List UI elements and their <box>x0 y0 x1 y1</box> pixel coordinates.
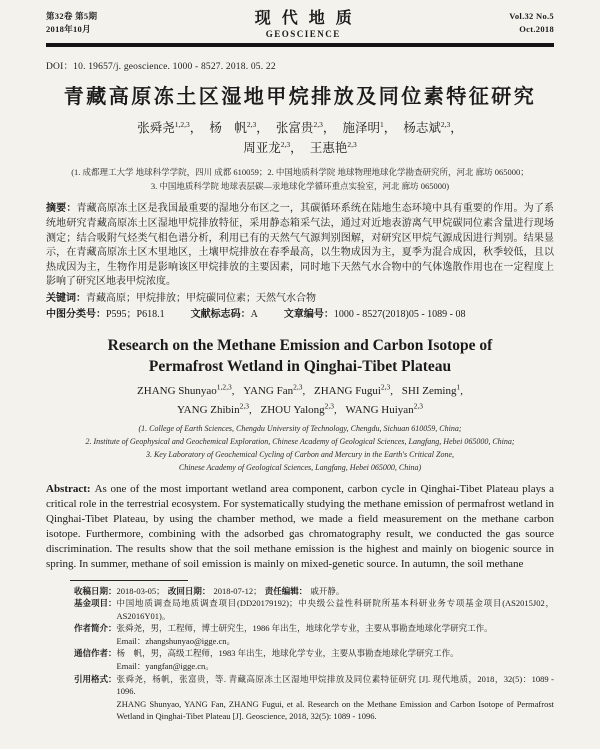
corresponding-label: 通信作者： <box>74 648 117 659</box>
footnote-author-bio <box>74 622 554 647</box>
author-name: YANG Zhibin <box>176 403 240 416</box>
author-bio-block <box>117 622 554 647</box>
article-title-cn: 青藏高原冻土区湿地甲烷排放及同位素特征研究 <box>63 86 537 109</box>
date-cn: 2018年10月 <box>46 23 91 34</box>
editor-value: 戚开静。 <box>310 585 345 596</box>
author-cn <box>137 121 202 135</box>
author-separator: , <box>248 403 252 416</box>
keywords-text: 青藏高原；甲烷排放；甲烷碳同位素；天然气水合物 <box>86 292 316 304</box>
author-superscript: 1,2,3 <box>216 382 232 392</box>
author-bio-label: 作者简介： <box>74 623 117 634</box>
author-separator: , <box>334 403 337 416</box>
footnotes <box>74 585 554 724</box>
author-name: WANG Huiyan <box>345 403 414 416</box>
article-title-en-line2: Permafrost Wetland in Qinghai-Tibet Plateau <box>148 357 452 375</box>
author-en <box>313 382 394 397</box>
author-separator: ， <box>290 141 303 156</box>
abstract-en-label: Abstract: <box>46 482 91 495</box>
article-id-label: 文章编号： <box>283 308 334 320</box>
authors-cn-line2 <box>46 138 554 158</box>
author-name: YANG Fan <box>243 384 294 397</box>
author-separator: ， <box>189 121 203 136</box>
document-code <box>191 307 258 322</box>
author-bio-value: 张舜尧，男，工程师，博士研究生，1986 年出生，地球化学专业，主要从事勘查地球化学研究工作。 <box>116 623 493 634</box>
authors-cn-line1 <box>46 118 554 138</box>
abstract-en <box>46 482 554 573</box>
journal-header <box>46 10 554 39</box>
funding-label: 基金项目： <box>74 598 117 609</box>
revised-label: 改回日期： <box>167 585 211 596</box>
issue-info-cn <box>46 10 97 36</box>
article-id <box>284 307 466 322</box>
footnote-funding <box>74 597 554 622</box>
citation-block <box>117 673 554 723</box>
author-cn <box>310 141 357 155</box>
article-title-en-line1: Research on the Methane Emission and Carbon Isotope of <box>107 336 493 354</box>
author-separator: , <box>390 384 394 397</box>
author-superscript: 2,3 <box>293 382 303 392</box>
issue-info-en <box>509 10 554 36</box>
author-separator: , <box>460 384 463 397</box>
author-superscript: 2,3 <box>239 401 249 411</box>
author-name: 张富贵 <box>275 121 314 136</box>
author-cn <box>403 121 462 135</box>
abstract-cn <box>46 202 554 290</box>
doc-code-value: A <box>250 308 258 320</box>
author-name: ZHOU Yalong <box>260 403 325 416</box>
author-name: ZHANG Fugui <box>313 384 381 397</box>
author-superscript: 2,3 <box>324 401 335 411</box>
clc-label: 中图分类号： <box>46 308 106 320</box>
authors-cn <box>46 118 554 158</box>
authors-en <box>46 382 554 420</box>
affiliations-cn <box>46 165 554 193</box>
author-cn <box>342 121 396 135</box>
citation-cn: 张舜尧，杨帆，张富贵，等. 青藏高原冻土区湿地甲烷排放及同位素特征研究 [J]. 现代地质，2018，32(5)：1089 - 1096. <box>116 673 554 697</box>
author-cn <box>243 141 302 155</box>
author-separator: , <box>231 384 235 397</box>
author-superscript: 2,3 <box>413 401 424 411</box>
author-name: 王惠艳 <box>309 141 348 156</box>
author-name: 周亚龙 <box>243 141 281 156</box>
received-label: 收稿日期： <box>74 585 117 596</box>
affiliation-cn-line: (1. 成都理工大学 地球科学学院，四川 成都 610059；2. 中国地质科学院 地球物理地球化学勘查研究所，河北 廊坊 065000； <box>71 167 529 178</box>
author-cn <box>276 121 335 135</box>
author-en <box>176 401 252 416</box>
revised-value: 2018-07-12； <box>213 585 262 596</box>
author-name: ZHANG Shunyao <box>137 384 217 397</box>
author-en <box>260 401 337 416</box>
author-superscript: 1 <box>379 120 384 130</box>
date-en: Oct.2018 <box>519 23 554 34</box>
author-superscript: 1,2,3 <box>174 120 190 130</box>
keywords-line <box>46 291 554 306</box>
authors-en-line1 <box>46 382 554 401</box>
affiliations-en <box>46 422 554 474</box>
author-superscript: 2,3 <box>246 120 257 130</box>
author-en <box>401 382 463 397</box>
abstract-en-text: As one of the most important wetland area component, carbon cycle in Qinghai-Tibet Plateau plays a critical role in the terrestrial ecosystem. For systematically studying the methane emission of permafrost wetland in Qinghai-Tibet Plateau, by using the chamber method, we made a field measurement on the methane carbon isotope. Furthermore, combining with the adsorbed gas chromatography result, we conducted the gas source discrimination. The results show that the soil methane emission is the highest and mainly on biogenic source in spring. In summer, methane of soil emission is mainly on mixed-genetic source. In autumn, the soil methane <box>46 482 554 571</box>
corresponding-email: Email：yangfan@igge.cn。 <box>116 661 214 672</box>
author-name: SHI Zeming <box>401 384 457 397</box>
author-name: 杨 帆 <box>209 121 247 136</box>
author-name: 张舜尧 <box>137 121 175 136</box>
keywords-label: 关键词： <box>46 292 86 304</box>
footnote-divider <box>70 580 188 581</box>
affiliation-en-line: Chinese Academy of Geological Sciences, Langfang, Hebei 065000, China) <box>178 462 422 472</box>
dates-text <box>117 585 554 598</box>
author-superscript: 1 <box>456 382 461 392</box>
doi-line: DOI：10. 19657/j. geoscience. 1000 - 8527. 2018. 05. 22 <box>46 62 276 73</box>
clc-value: P595；P618.1 <box>106 308 165 320</box>
author-bio-email: Email：zhangshunyao@igge.cn。 <box>116 635 236 646</box>
author-separator: ， <box>256 121 269 136</box>
abstract-cn-label: 摘要： <box>46 203 77 215</box>
affiliation-en-line: (1. College of Earth Sciences, Chengdu University of Technology, Chengdu, Sichuan 610059, China; <box>138 423 462 433</box>
clc-number <box>46 307 165 322</box>
affiliation-en-line: 2. Institute of Geophysical and Geochemical Exploration, Chinese Academy of Geological Sciences, Langfang, Hebei 065000, China; <box>85 436 515 446</box>
doc-code-label: 文献标志码： <box>190 308 251 320</box>
funding-value: 中国地质调查局地质调查项目(DD20179192)；中央级公益性科研院所基本科研业务专项基金项目(AS2015J02，AS2016Y01)。 <box>116 598 554 621</box>
author-en <box>243 382 306 397</box>
journal-title-block <box>97 10 509 39</box>
author-superscript: 2,3 <box>380 382 391 392</box>
article-title-en <box>46 335 554 377</box>
footnote-dates <box>74 585 554 598</box>
header-rule <box>46 43 554 47</box>
volume-issue-en: Vol.32 No.5 <box>509 11 554 21</box>
author-separator: ， <box>322 121 336 136</box>
abstract-cn-text: 青藏高原冻土区是我国最重要的湿地分布区之一，其碳循环系统在陆地生态环境中具有重要的作用。为了系统地研究青藏高原冻土区湿地甲烷排放特征，采用静态箱采气法，通过对近地表游离气甲烷碳同位素含量进行现场测定；结合吸附气烃类气相色谱分析，利用已有的天然气气源判别图解，对研究区甲烷气源成因进行判别。结果显示，在青藏高原冻土区木里地区，土壤甲烷排放在春季最高，以生物成因为主，夏季为混合成因，秋季较低，且以热成因为主，生物作用是影响该区甲烷排放的主要因素，同时地下天然气水合物中的气体逸散作用也在一定程度上影响了研究区地表甲烷浓度。 <box>46 203 555 288</box>
corresponding-block <box>117 647 554 672</box>
editor-label: 责任编辑： <box>264 585 308 596</box>
corresponding-value: 杨 帆，男，高级工程师，1983 年出生，地球化学专业，主要从事勘查地球化学研究工作。 <box>116 648 459 659</box>
affiliation-cn-line: 3. 中国地质科学院 地球表层碳—汞地球化学循环重点实验室，河北 廊坊 065000) <box>150 181 450 192</box>
volume-issue-cn: 第32卷 第5期 <box>46 11 98 21</box>
author-superscript: 2,3 <box>347 140 357 150</box>
footnote-citation <box>74 673 554 723</box>
author-separator: , <box>302 384 306 397</box>
authors-en-line2 <box>46 401 554 420</box>
citation-label: 引用格式： <box>74 673 117 684</box>
author-cn <box>209 121 268 135</box>
citation-en: ZHANG Shunyao, YANG Fan, ZHANG Fugui, et al. Research on the Methane Emission and Carbon Isotope of Permafrost Wetland in Qinghai-Tibet Plateau [J]. Geoscience, 2018, 32(5): 1089 - 1096. <box>116 698 554 722</box>
journal-title-en: GEOSCIENCE <box>265 29 341 40</box>
journal-title-cn: 现代地质 <box>254 10 363 27</box>
author-en <box>345 401 424 416</box>
author-superscript: 2,3 <box>280 140 291 150</box>
footnote-corresponding <box>74 647 554 672</box>
author-name: 杨志斌 <box>403 121 441 136</box>
article-id-value: 1000 - 8527(2018)05 - 1089 - 08 <box>333 308 466 320</box>
author-name: 施泽明 <box>342 121 380 136</box>
author-separator: ， <box>383 121 397 136</box>
received-value: 2018-03-05； <box>116 585 165 596</box>
classification-line <box>46 307 554 322</box>
author-superscript: 2,3 <box>440 120 451 130</box>
author-superscript: 2,3 <box>313 120 323 130</box>
author-en <box>137 382 235 397</box>
author-separator: ， <box>450 121 463 136</box>
affiliation-en-line: 3. Key Laboratory of Geochemical Cycling of Carbon and Mercury in the Earth's Critical Zone, <box>145 449 455 459</box>
